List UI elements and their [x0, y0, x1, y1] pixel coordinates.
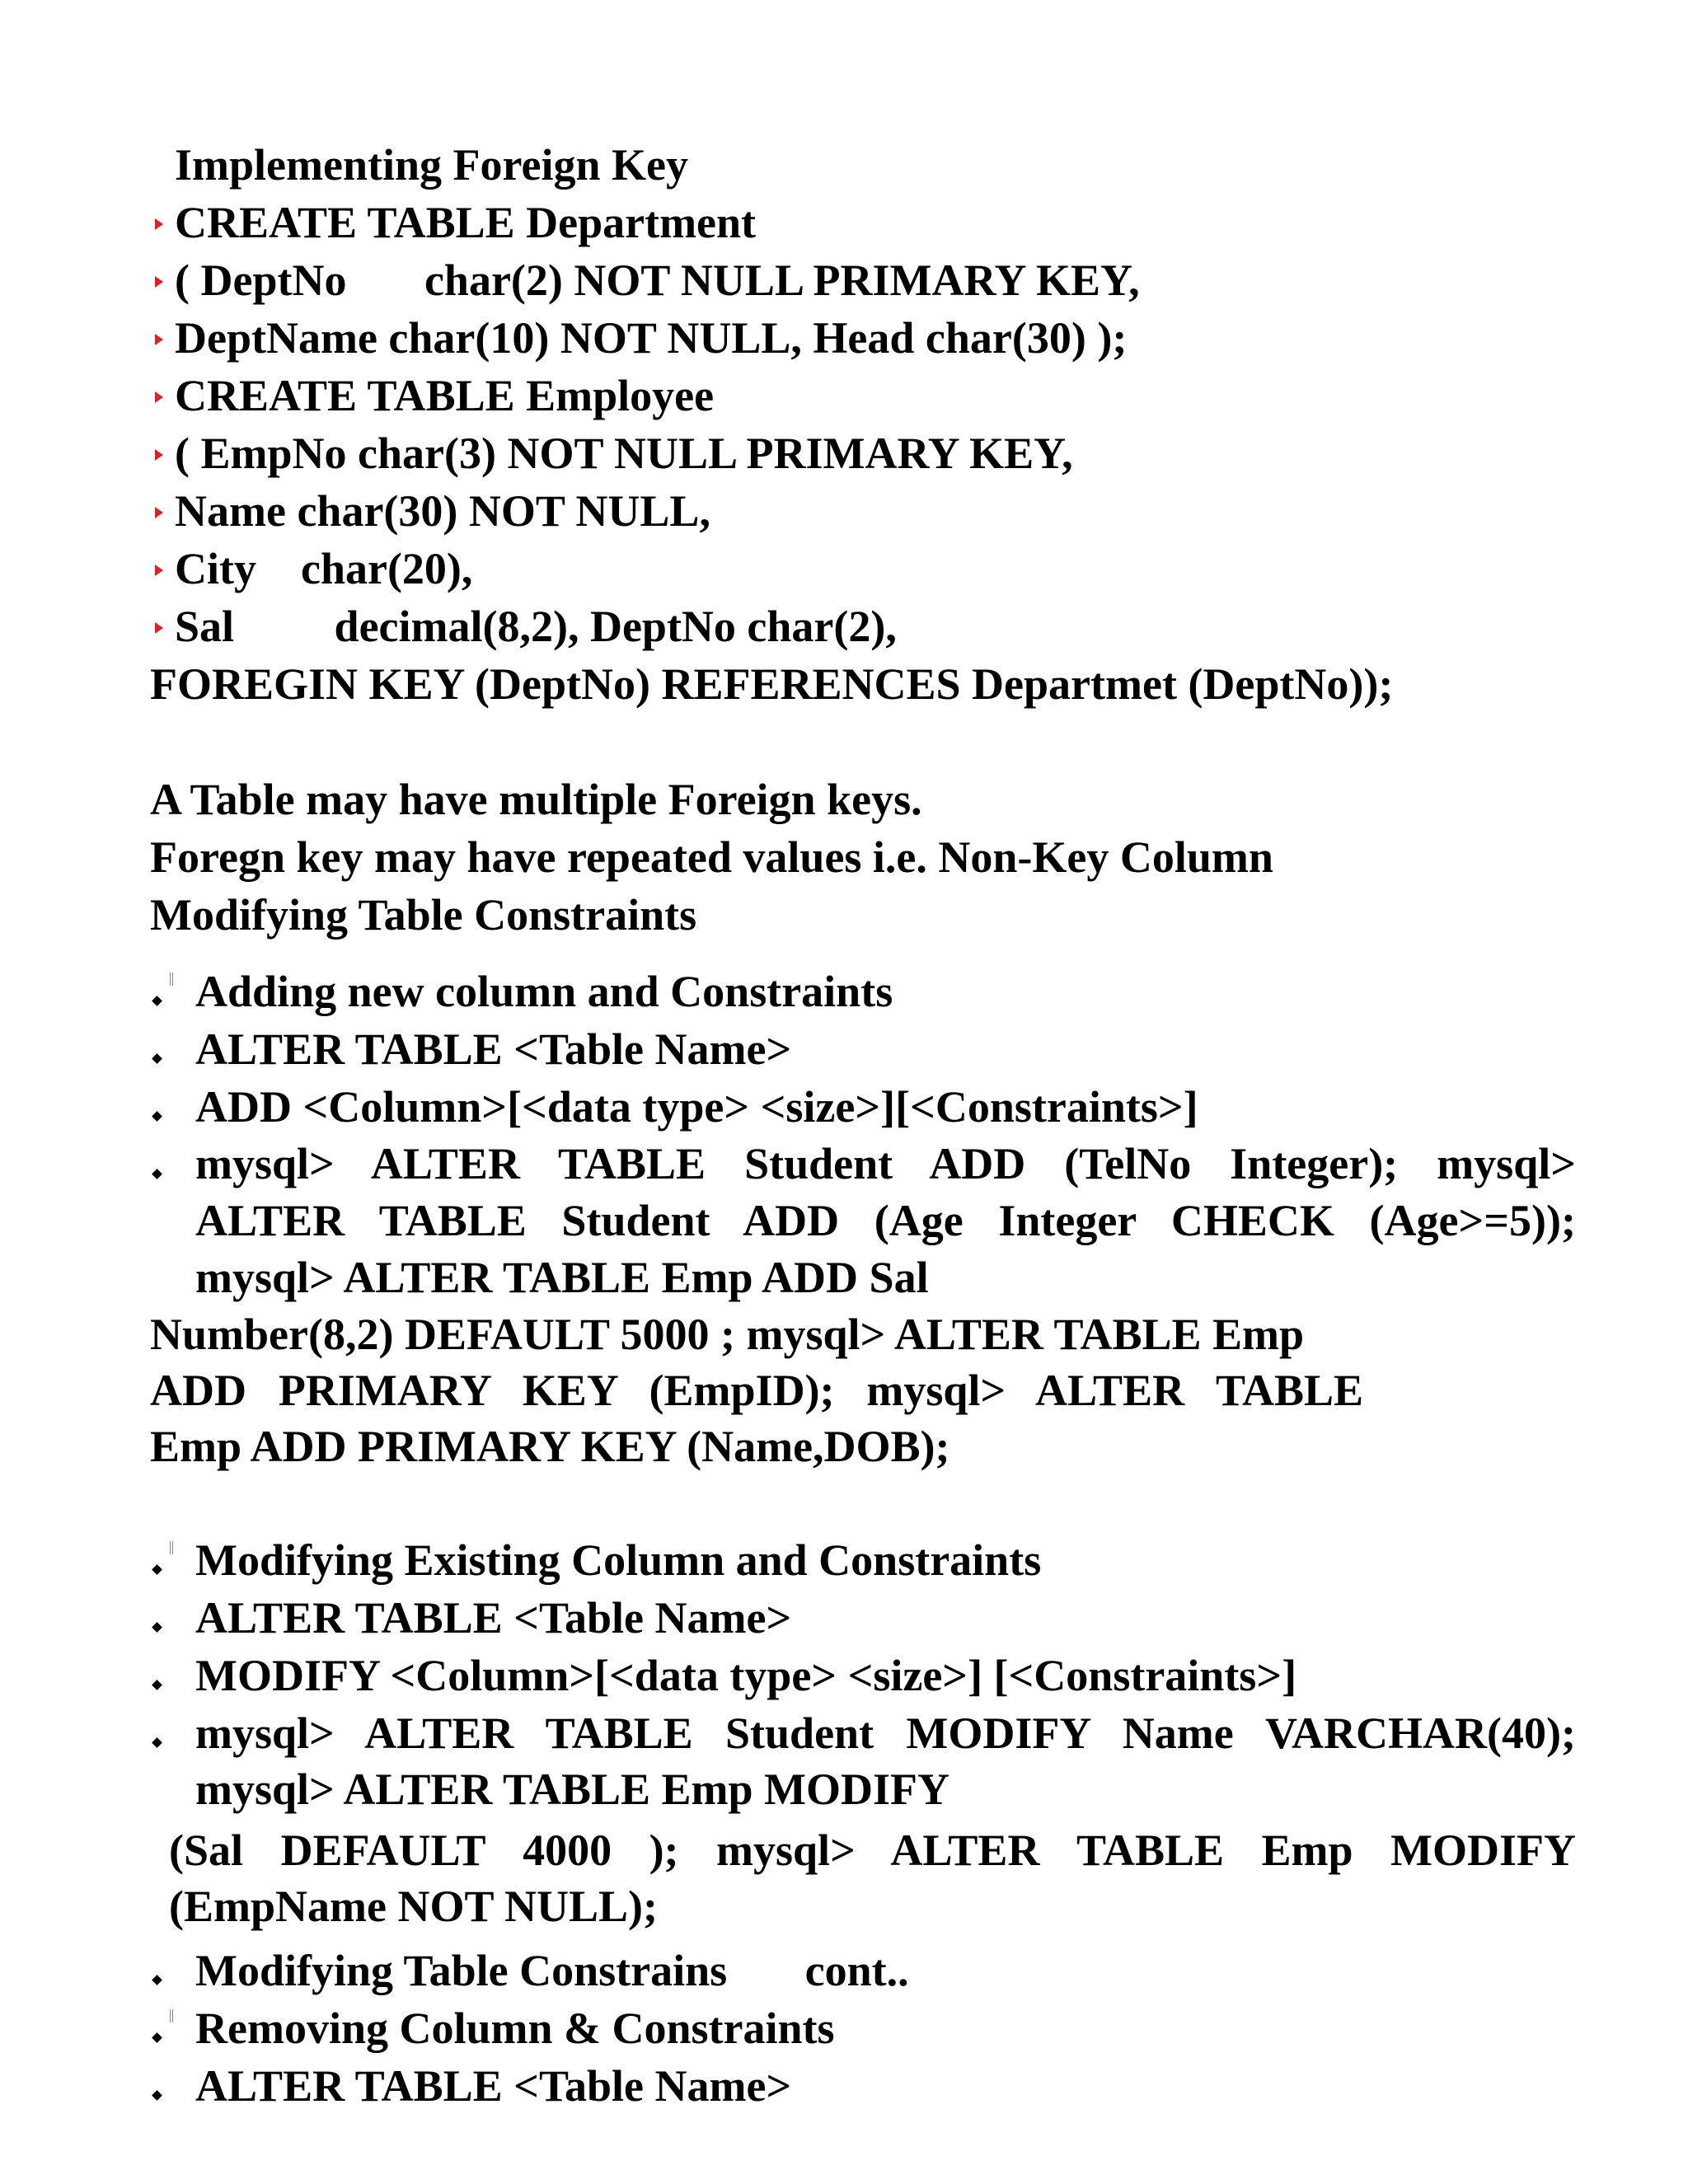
code-line: Name char(30) NOT NULL,: [175, 486, 710, 536]
arrow-bullet-icon: [155, 449, 163, 461]
continuation-text: Number(8,2) DEFAULT 5000 ; mysql> ALTER TABLE Emp: [150, 1310, 1305, 1359]
diamond-bullet-icon: [152, 1680, 162, 1690]
diamond-bullet-icon: [152, 1564, 162, 1575]
arrow-bullet-icon: [155, 565, 163, 576]
code-line: CREATE TABLE Department: [175, 198, 757, 247]
bullet-text: ALTER TABLE <Table Name>: [195, 1593, 792, 1643]
bullet-text: Modifying Table Constrains cont..: [195, 1946, 909, 1995]
marker-icon: [170, 2009, 173, 2022]
code-line: Sal decimal(8,2), DeptNo char(2),: [175, 602, 897, 651]
code-line: DeptName char(10) NOT NULL, Head char(30) );: [175, 313, 1128, 363]
bullet-text: MODIFY <Column>[<data type> <size>] [<Constraints>]: [195, 1651, 1297, 1700]
subheading-modifying-constraints: Modifying Table Constraints: [150, 890, 697, 940]
note-line: Foregn key may have repeated values i.e. Non-Key Column: [150, 832, 1273, 882]
diamond-bullet-icon: [152, 1053, 162, 1064]
marker-icon: [170, 972, 173, 986]
bullet-text: ADD <Column>[<data type> <size>][<Constraints>]: [195, 1082, 1198, 1132]
arrow-bullet-icon: [155, 218, 163, 230]
arrow-bullet-icon: [155, 622, 163, 634]
diamond-bullet-icon: [152, 1737, 162, 1748]
bullet-text: ALTER TABLE <Table Name>: [195, 1024, 792, 1074]
arrow-bullet-icon: [155, 276, 163, 288]
note-line: A Table may have multiple Foreign keys.: [150, 775, 922, 824]
marker-icon: [170, 1541, 173, 1554]
diamond-bullet-icon: [152, 1111, 162, 1122]
arrow-bullet-icon: [155, 507, 163, 518]
diamond-bullet-icon: [152, 1622, 162, 1633]
code-line: ( EmpNo char(3) NOT NULL PRIMARY KEY,: [175, 429, 1073, 478]
section-title-foreign-key: Implementing Foreign Key: [175, 140, 688, 190]
continuation-text: (EmpName NOT NULL);: [169, 1882, 658, 1931]
bullet-text: mysql> ALTER TABLE Emp MODIFY: [195, 1765, 950, 1814]
bullet-text-justified: mysql> ALTER TABLE Student ADD (TelNo Integer); mysql>: [195, 1139, 1576, 1188]
diamond-bullet-icon: [152, 2032, 162, 2043]
bullet-text: mysql> ALTER TABLE Emp ADD Sal: [195, 1253, 929, 1302]
diamond-bullet-icon: [152, 1169, 162, 1179]
bullet-text-justified: mysql> ALTER TABLE Student MODIFY Name VARCHAR(40);: [195, 1708, 1576, 1758]
continuation-text-justified: (Sal DEFAULT 4000 ); mysql> ALTER TABLE Emp MODIFY: [169, 1825, 1576, 1875]
code-line: ( DeptNo char(2) NOT NULL PRIMARY KEY,: [175, 255, 1140, 305]
bullet-text-justified: ALTER TABLE Student ADD (Age Integer CHECK (Age>=5));: [195, 1196, 1576, 1245]
diamond-bullet-icon: [152, 996, 162, 1006]
diamond-bullet-icon: [152, 2090, 162, 2101]
continuation-text-justified: ADD PRIMARY KEY (EmpID); mysql> ALTER TABLE: [150, 1366, 1363, 1415]
bullet-text: ALTER TABLE <Table Name>: [195, 2061, 792, 2111]
diamond-bullet-icon: [152, 1975, 162, 1985]
code-line: City char(20),: [175, 544, 473, 593]
bullet-text: Removing Column & Constraints: [195, 2004, 835, 2053]
code-line: CREATE TABLE Employee: [175, 371, 715, 420]
arrow-bullet-icon: [155, 334, 163, 345]
arrow-bullet-icon: [155, 391, 163, 403]
bullet-text: Modifying Existing Column and Constraints: [195, 1535, 1042, 1585]
foreign-key-line: FOREGIN KEY (DeptNo) REFERENCES Departmet (DeptNo));: [150, 659, 1394, 709]
bullet-text: Adding new column and Constraints: [195, 967, 893, 1016]
continuation-text: Emp ADD PRIMARY KEY (Name,DOB);: [150, 1422, 950, 1471]
